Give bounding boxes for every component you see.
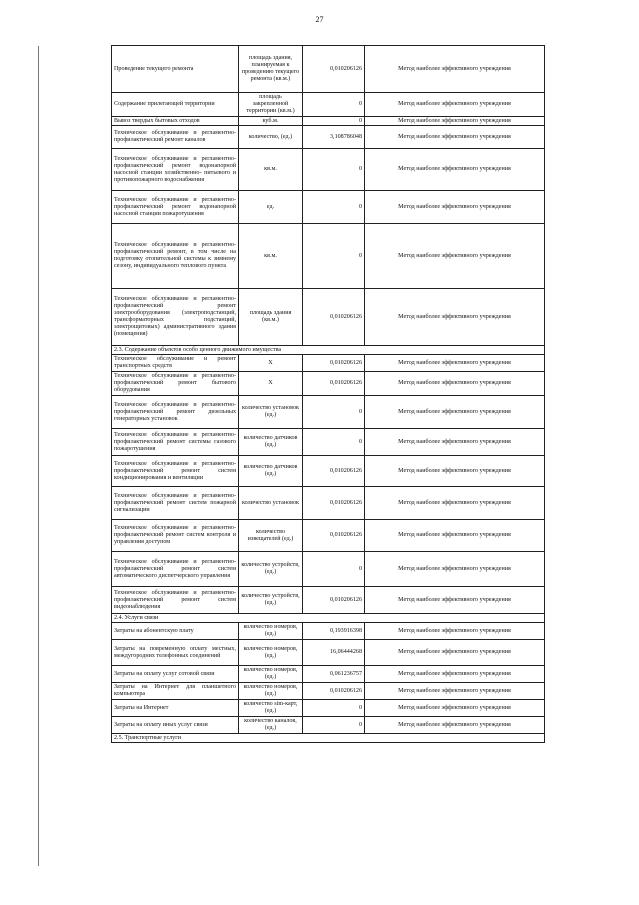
expense-name-cell: Вывоз твердых бытовых отходов: [112, 117, 239, 126]
method-cell: Метод наиболее эффективного учреждения: [365, 623, 545, 640]
section-row: [112, 346, 545, 355]
unit-cell: количество устройств, (ед.): [239, 552, 303, 587]
expense-name-cell: Затраты на оплату иных услуг связи: [112, 717, 239, 734]
value-cell: 0,010206126: [303, 355, 365, 372]
section-heading: 2.3. Содержание объектов особо ценного движимого имущества: [112, 346, 545, 355]
expense-name-cell: Техническое обслуживание и регламентно- профилактический ремонт электрооборудования (электроподстанций, трансформаторных подстанций, электрощитовых) административного здания (помещения): [112, 289, 239, 346]
expense-name-cell: Техническое обслуживание и регламентно-профилактический ремонт систем пожарной сигнализации: [112, 487, 239, 520]
value-cell: 0,193916398: [303, 623, 365, 640]
expense-name-cell: Затраты на абонентскую плату: [112, 623, 239, 640]
cost-standards-table: [111, 45, 545, 743]
expense-name-cell: Затраты на Интернет для планшетного компьютера: [112, 683, 239, 700]
page-number: 27: [315, 15, 324, 24]
value-cell: 0,010206126: [303, 372, 365, 396]
table-row: [112, 289, 545, 346]
method-cell: Метод наиболее эффективного учреждения: [365, 429, 545, 456]
method-cell: Метод наиболее эффективного учреждения: [365, 666, 545, 683]
expense-name-cell: Техническое обслуживание и регламентно- профилактический ремонт каналов: [112, 126, 239, 149]
table-row: [112, 126, 545, 149]
expense-name-cell: Затраты на Интернет: [112, 700, 239, 717]
unit-cell: количество, (ед.): [239, 126, 303, 149]
table-row: [112, 149, 545, 191]
unit-cell: Х: [239, 355, 303, 372]
method-cell: Метод наиболее эффективного учреждения: [365, 456, 545, 487]
unit-cell: Х: [239, 372, 303, 396]
method-cell: Метод наиболее эффективного учреждения: [365, 396, 545, 429]
method-cell: Метод наиболее эффективного учреждения: [365, 46, 545, 93]
value-cell: 0: [303, 396, 365, 429]
method-cell: Метод наиболее эффективного учреждения: [365, 683, 545, 700]
value-cell: 0: [303, 429, 365, 456]
unit-cell: количество установок (ед.): [239, 396, 303, 429]
value-cell: 0,010206126: [303, 587, 365, 614]
method-cell: Метод наиболее эффективного учреждения: [365, 355, 545, 372]
expense-name-cell: Затраты на повременную оплату местных, междугородних телефонных соединений: [112, 640, 239, 666]
expense-name-cell: Техническое обслуживание и регламентно- профилактический ремонт бытового оборудования: [112, 372, 239, 396]
value-cell: 0,010206126: [303, 683, 365, 700]
unit-cell: количество датчиков (ед.): [239, 456, 303, 487]
unit-cell: площадь закрепленной территории (кв.м.): [239, 93, 303, 117]
value-cell: 0: [303, 191, 365, 224]
expense-name-cell: Содержание прилегающей территории: [112, 93, 239, 117]
table-row: [112, 224, 545, 289]
table-row: [112, 191, 545, 224]
unit-cell: количество извещателей (ед.): [239, 520, 303, 552]
unit-cell: количество установок: [239, 487, 303, 520]
method-cell: Метод наиболее эффективного учреждения: [365, 117, 545, 126]
table-row: [112, 552, 545, 587]
value-cell: 0,010206126: [303, 289, 365, 346]
table-row: [112, 456, 545, 487]
value-cell: 3,108786048: [303, 126, 365, 149]
value-cell: 0: [303, 717, 365, 734]
value-cell: 0,010206126: [303, 456, 365, 487]
value-cell: 0: [303, 552, 365, 587]
method-cell: Метод наиболее эффективного учреждения: [365, 552, 545, 587]
method-cell: Метод наиболее эффективного учреждения: [365, 149, 545, 191]
table-row: [112, 372, 545, 396]
expense-name-cell: Техническое обслуживание и регламентно- профилактический ремонт систем кондиционирования и вентиляции: [112, 456, 239, 487]
unit-cell: количество sim-карт, (ед.): [239, 700, 303, 717]
table-row: [112, 623, 545, 640]
method-cell: Метод наиболее эффективного учреждения: [365, 487, 545, 520]
table-row: [112, 520, 545, 552]
table-row: [112, 429, 545, 456]
expense-name-cell: Затраты на оплату услуг сотовой связи: [112, 666, 239, 683]
expense-name-cell: Техническое обслуживание и регламентно- профилактический ремонт, в том числе на подготовку отопительной системы к зимнему сезону, индивидуального теплового пункта: [112, 224, 239, 289]
table-row: [112, 587, 545, 614]
value-cell: 0,010206126: [303, 520, 365, 552]
unit-cell: количество номеров, (ед.): [239, 623, 303, 640]
table-row: [112, 117, 545, 126]
method-cell: Метод наиболее эффективного учреждения: [365, 587, 545, 614]
expense-name-cell: Техническое обслуживание и регламентно- профилактический ремонт систем автоматического диспетчерского управления: [112, 552, 239, 587]
method-cell: Метод наиболее эффективного учреждения: [365, 520, 545, 552]
expense-name-cell: Проведение текущего ремонта: [112, 46, 239, 93]
unit-cell: кв.м.: [239, 149, 303, 191]
value-cell: 0: [303, 224, 365, 289]
method-cell: Метод наиболее эффективного учреждения: [365, 717, 545, 734]
method-cell: Метод наиболее эффективного учреждения: [365, 372, 545, 396]
value-cell: 0,010206126: [303, 46, 365, 93]
table-row: [112, 46, 545, 93]
section-heading: 2.5. Транспортные услуги: [112, 734, 545, 743]
margin-line: [38, 46, 39, 866]
table-row: [112, 666, 545, 683]
expense-name-cell: Техническое обслуживание и регламентно- профилактический ремонт дизельных генераторных установок: [112, 396, 239, 429]
unit-cell: площадь здания, планируемая к проведению текущего ремонта (кв.м.): [239, 46, 303, 93]
table-row: [112, 396, 545, 429]
unit-cell: количество номеров, (ед.): [239, 683, 303, 700]
section-heading: 2.4. Услуги связи: [112, 614, 545, 623]
method-cell: Метод наиболее эффективного учреждения: [365, 191, 545, 224]
expense-name-cell: Техническое обслуживание и регламентно- профилактический ремонт системы газового пожаротушения: [112, 429, 239, 456]
expense-name-cell: Техническое обслуживание и ремонт транспортных средств: [112, 355, 239, 372]
value-cell: 16,06444268: [303, 640, 365, 666]
method-cell: Метод наиболее эффективного учреждения: [365, 700, 545, 717]
table-row: [112, 355, 545, 372]
method-cell: Метод наиболее эффективного учреждения: [365, 640, 545, 666]
method-cell: Метод наиболее эффективного учреждения: [365, 93, 545, 117]
table-row: [112, 93, 545, 117]
expense-name-cell: Техническое обслуживание и регламентно- профилактический ремонт водонапорной насосной станции пожаротушения: [112, 191, 239, 224]
table-row: [112, 640, 545, 666]
expense-name-cell: Техническое обслуживание и регламентно- профилактический ремонт систем видеонаблюдения: [112, 587, 239, 614]
unit-cell: ед.: [239, 191, 303, 224]
unit-cell: куб.м.: [239, 117, 303, 126]
expense-name-cell: Техническое обслуживание и регламентно- профилактический ремонт водонапорной насосной станции хозяйственно- питьевого и противопожарного водоснабжения: [112, 149, 239, 191]
value-cell: 0: [303, 93, 365, 117]
unit-cell: площадь здания (кв.м.): [239, 289, 303, 346]
value-cell: 0: [303, 700, 365, 717]
section-row: [112, 734, 545, 743]
value-cell: 0: [303, 149, 365, 191]
method-cell: Метод наиболее эффективного учреждения: [365, 289, 545, 346]
table-row: [112, 683, 545, 700]
unit-cell: количество датчиков (ед.): [239, 429, 303, 456]
unit-cell: количество каналов, (ед.): [239, 717, 303, 734]
method-cell: Метод наиболее эффективного учреждения: [365, 224, 545, 289]
table-row: [112, 717, 545, 734]
value-cell: 0,010206126: [303, 487, 365, 520]
table-row: [112, 700, 545, 717]
value-cell: 0,061236757: [303, 666, 365, 683]
section-row: [112, 614, 545, 623]
unit-cell: кв.м.: [239, 224, 303, 289]
method-cell: Метод наиболее эффективного учреждения: [365, 126, 545, 149]
unit-cell: количество номеров, (ед.): [239, 640, 303, 666]
unit-cell: количество номеров, (ед.): [239, 666, 303, 683]
value-cell: 0: [303, 117, 365, 126]
table-row: [112, 487, 545, 520]
expense-name-cell: Техническое обслуживание и регламентно- профилактический ремонт систем контроля и управления доступом: [112, 520, 239, 552]
unit-cell: количество устройств, (ед.): [239, 587, 303, 614]
